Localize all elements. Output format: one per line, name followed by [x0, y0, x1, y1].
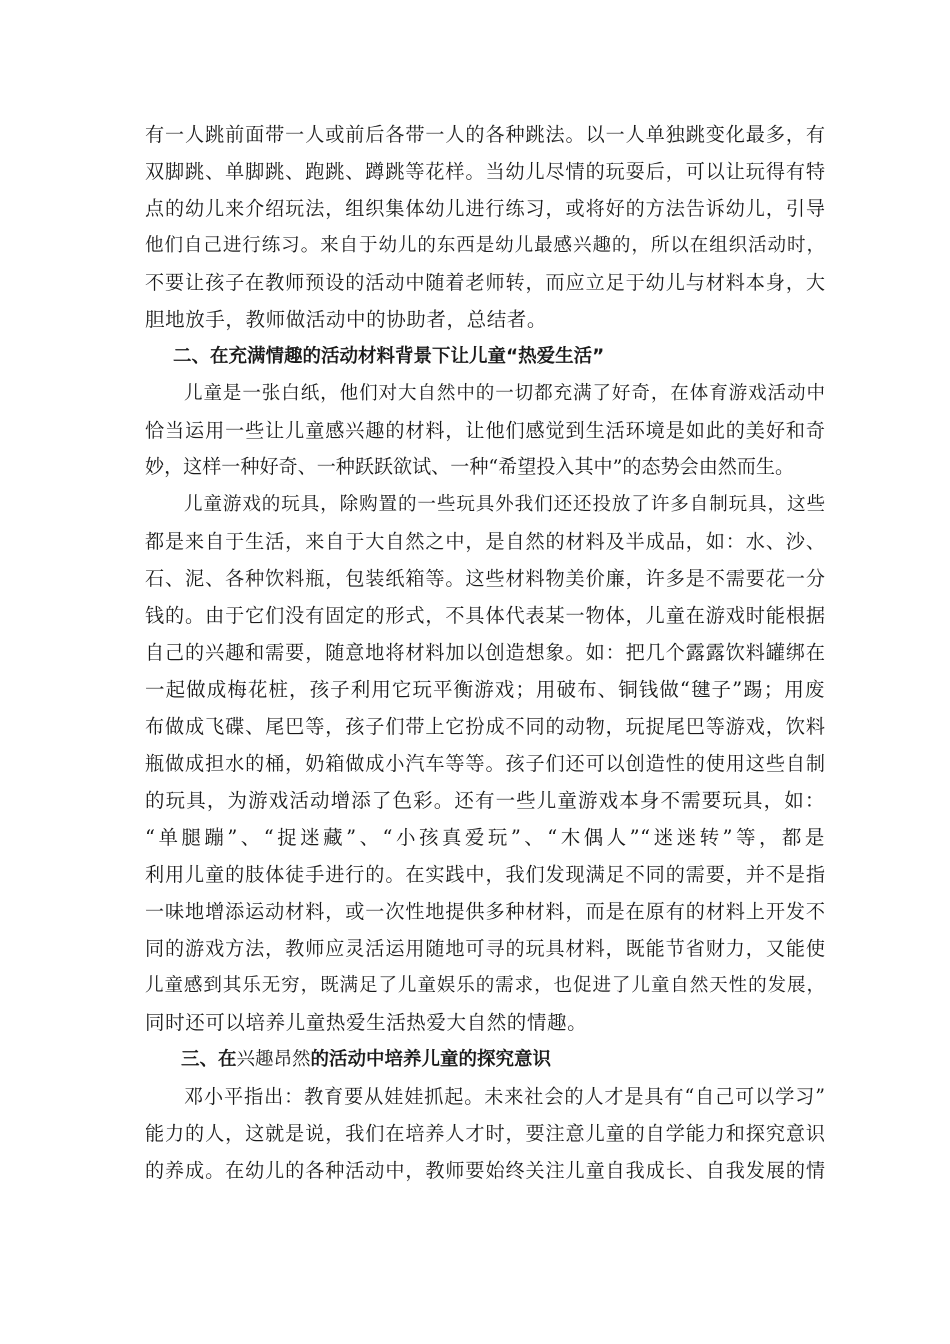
text-line: 一起做成梅花桩，孩子利用它玩平衡游戏；用破布、铜钱做“毽子”踢；用废	[145, 678, 825, 701]
text-line: 妙，这样一种好奇、一种跃跃欲试、一种“希望投入其中”的态势会由然而生。	[145, 456, 795, 478]
text-line: 点的幼儿来介绍玩法，组织集体幼儿进行练习，或将好的方法告诉幼儿，引导	[145, 197, 825, 220]
text-line: 邓小平指出：教育要从娃娃抓起。未来社会的人才是具有“自己可以学习”	[184, 1085, 825, 1108]
text-line: 他们自己进行练习。来自于幼儿的东西是幼儿最感兴趣的，所以在组织活动时，	[145, 235, 825, 256]
text-line: “单腿蹦”、“捉迷藏”、“小孩真爱玩”、“木偶人”“迷迷转”等，都是	[145, 826, 825, 849]
paragraph-1	[145, 116, 825, 338]
section-heading-2: 二、在充满情趣的活动材料背景下让儿童“热爱生活”	[173, 346, 605, 367]
paragraph-2	[145, 375, 825, 486]
text-line: 自己的兴趣和需要，随意地将材料加以创造想象。如：把几个露露饮料罐绑在	[145, 641, 825, 664]
heading-highlight: 兴趣昂然	[236, 1049, 311, 1070]
text-line: 石、泥、各种饮料瓶，包装纸箱等。这些材料物美价廉，许多是不需要花一分	[145, 567, 825, 590]
text-line: 能力的人，这就是说，我们在培养人才时，要注意儿童的自学能力和探究意识	[145, 1122, 825, 1145]
text-line: 不要让孩子在教师预设的活动中随着老师转，而应立足于幼儿与材料本身，大	[145, 271, 825, 294]
text-line: 儿童游戏的玩具，除购置的一些玩具外我们还还投放了许多自制玩具，这些	[184, 494, 825, 515]
heading-prefix: 三、在	[181, 1049, 237, 1070]
text-line: 双脚跳、单脚跳、跑跳、蹲跳等花样。当幼儿尽情的玩耍后，可以让玩得有特	[145, 160, 825, 183]
text-line: 的养成。在幼儿的各种活动中，教师要始终关注儿童自我成长、自我发展的情	[145, 1159, 825, 1182]
section-heading-3	[145, 1041, 825, 1078]
text-line: 儿童感到其乐无穷，既满足了儿童娱乐的需求，也促进了儿童自然天性的发展，	[145, 975, 825, 996]
text-line: 儿童是一张白纸，他们对大自然中的一切都充满了好奇，在体育游戏活动中	[184, 383, 825, 404]
paragraph-3	[145, 486, 825, 1041]
text-line: 钱的。由于它们没有固定的形式，不具体代表某一物体，儿童在游戏时能根据	[145, 604, 825, 627]
text-line: 都是来自于生活，来自于大自然之中，是自然的材料及半成品，如：水、沙、	[145, 530, 825, 553]
text-line: 同的游戏方法，教师应灵活运用随地可寻的玩具材料，既能节省财力，又能使	[145, 937, 825, 960]
text-line: 同时还可以培养儿童热爱生活热爱大自然的情趣。	[145, 1011, 588, 1034]
heading-suffix: 的活动中培养儿童的探究意识	[310, 1049, 552, 1070]
text-line: 胆地放手，教师做活动中的协助者，总结者。	[145, 308, 548, 331]
text-line: 利用儿童的肢体徒手进行的。在实践中，我们发现满足不同的需要，并不是指	[145, 863, 825, 886]
text-line: 一味地增添运动材料，或一次性地提供多种材料，而是在原有的材料上开发不	[145, 900, 825, 923]
text-line: 的玩具，为游戏活动增添了色彩。还有一些儿童游戏本身不需要玩具，如：	[145, 789, 825, 812]
text-line: 恰当运用一些让儿童感兴趣的材料，让他们感觉到生活环境是如此的美好和奇	[145, 419, 825, 442]
text-line: 瓶做成担水的桶，奶箱做成小汽车等等。孩子们还可以创造性的使用这些自制	[145, 752, 825, 775]
document-body	[145, 116, 825, 1189]
text-line: 布做成飞碟、尾巴等，孩子们带上它扮成不同的动物，玩捉尾巴等游戏，饮料	[145, 715, 825, 738]
paragraph-4	[145, 1078, 825, 1189]
text-line: 有一人跳前面带一人或前后各带一人的各种跳法。以一人单独跳变化最多，有	[145, 123, 825, 146]
